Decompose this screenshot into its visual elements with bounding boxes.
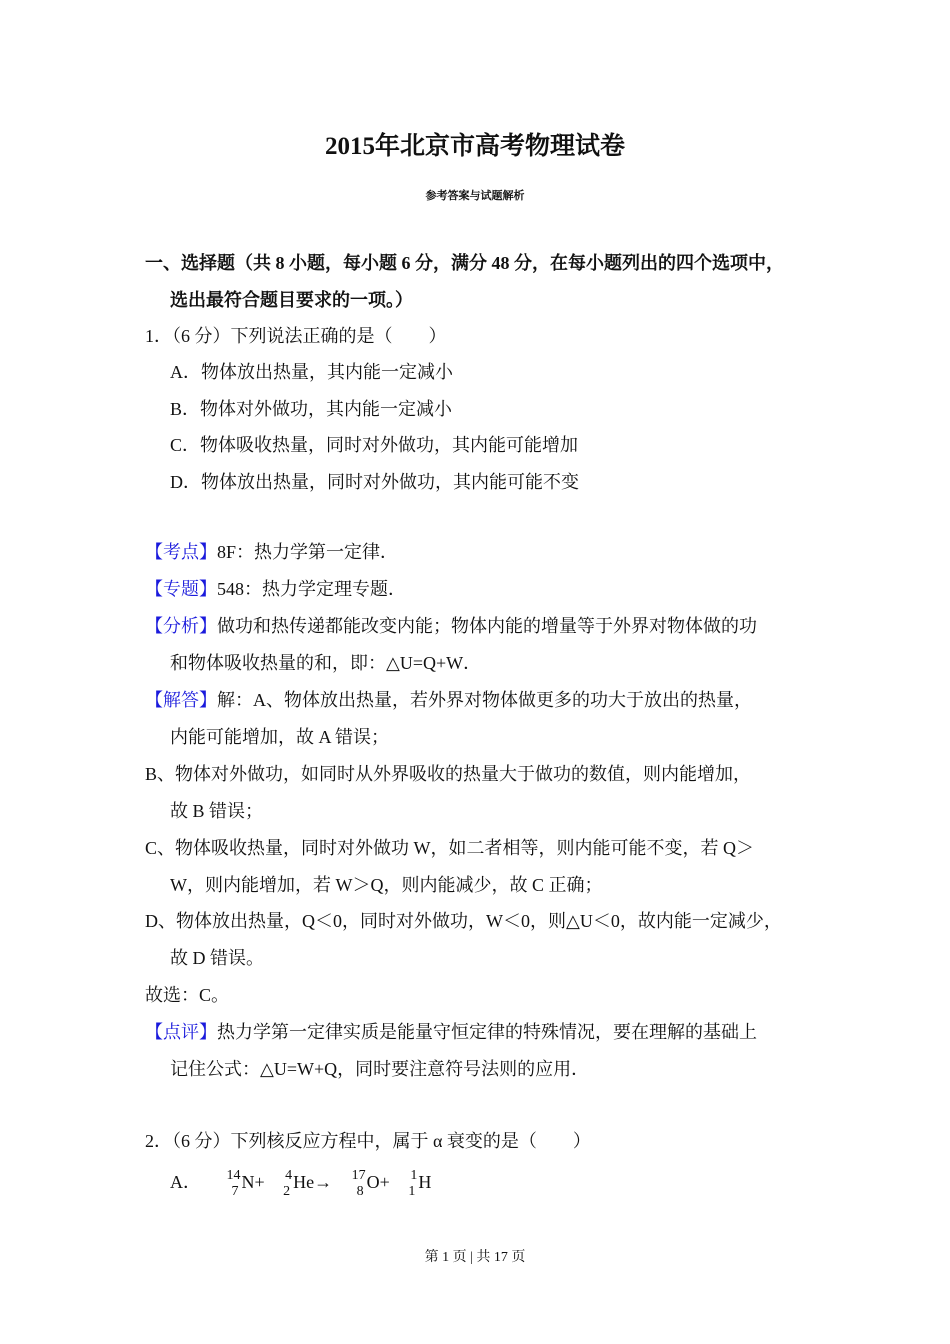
fenxi-text: 做功和热传递都能改变内能；物体内能的增量等于外界对物体做的功	[217, 616, 757, 636]
nuclide-he: 4 2	[283, 1168, 293, 1199]
dianping-tag: 【点评】	[145, 1022, 217, 1042]
solution-b: B、物体对外做功，如同时从外界吸收的热量大于做功的数值，则内能增加，	[145, 764, 752, 784]
jieda-text-cont: 内能可能增加，故 A 错误；	[170, 727, 390, 747]
q1-option-b: B．物体对外做功，其内能一定减小	[170, 399, 453, 419]
answer: 故选：C。	[145, 985, 230, 1005]
kaodian-line	[145, 541, 398, 563]
fenxi-text-cont: 和物体吸收热量的和，即：△U=Q+W．	[170, 653, 482, 673]
solution-d: D、物体放出热量，Q＜0，同时对外做功，W＜0，则△U＜0，故内能一定减少，	[145, 911, 782, 931]
document-title: 2015年北京市高考物理试卷	[324, 133, 625, 160]
solution-c-cont: W，则内能增加，若 W＞Q，则内能减少，故 C 正确；	[170, 875, 603, 895]
page-footer: 第 1 页 | 共 17 页	[424, 1250, 526, 1265]
q2-option-a	[170, 1168, 432, 1199]
nuclide-he-symbol: He→	[293, 1172, 333, 1192]
nuclide-h-symbol: H	[418, 1172, 432, 1192]
dianping-text: 热力学第一定律实质是能量守恒定律的特殊情况，要在理解的基础上	[217, 1022, 757, 1042]
q2-option-a-label: A．	[170, 1172, 201, 1192]
solution-d-cont: 故 D 错误。	[170, 948, 264, 968]
jieda-text: 解：A、物体放出热量，若外界对物体做更多的功大于放出的热量，	[217, 690, 752, 710]
nuclide-n-symbol: N+	[241, 1172, 265, 1192]
zhuanti-tag: 【专题】	[145, 579, 217, 599]
nuclide-o-symbol: O+	[366, 1172, 390, 1192]
zhuanti-line	[145, 578, 406, 600]
fenxi-line	[145, 615, 757, 637]
dianping-line	[145, 1021, 757, 1043]
section-heading: 一、选择题（共 8 小题，每小题 6 分，满分 48 分，在每小题列出的四个选项中，	[145, 253, 784, 273]
question-1-stem: 1．（6 分）下列说法正确的是（ ）	[145, 326, 447, 346]
q1-option-c: C．物体吸收热量，同时对外做功，其内能可能增加	[170, 435, 579, 455]
q1-option-d: D．物体放出热量，同时对外做功，其内能可能不变	[170, 472, 579, 492]
solution-c: C、物体吸收热量，同时对外做功 W，如二者相等，则内能可能不变，若 Q＞	[145, 838, 754, 858]
zhuanti-text: 548：热力学定理专题．	[217, 579, 406, 599]
fenxi-tag: 【分析】	[145, 616, 217, 636]
kaodian-tag: 【考点】	[145, 542, 217, 562]
kaodian-text: 8F：热力学第一定律．	[217, 542, 399, 562]
solution-b-cont: 故 B 错误；	[170, 801, 264, 821]
dianping-text-cont: 记住公式：△U=W+Q，同时要注意符号法则的应用．	[170, 1059, 590, 1079]
document-subtitle: 参考答案与试题解析	[425, 190, 525, 202]
nuclide-n: 14 7	[226, 1168, 241, 1199]
nuclide-o: 17 8	[351, 1168, 366, 1199]
nuclide-h: 1 1	[408, 1168, 418, 1199]
jieda-line	[145, 689, 752, 711]
jieda-tag: 【解答】	[145, 690, 217, 710]
section-heading-cont: 选出最符合题目要求的一项。）	[170, 290, 413, 310]
q1-option-a: A．物体放出热量，其内能一定减小	[170, 362, 453, 382]
question-2-stem: 2．（6 分）下列核反应方程中，属于 α 衰变的是（ ）	[145, 1131, 591, 1151]
